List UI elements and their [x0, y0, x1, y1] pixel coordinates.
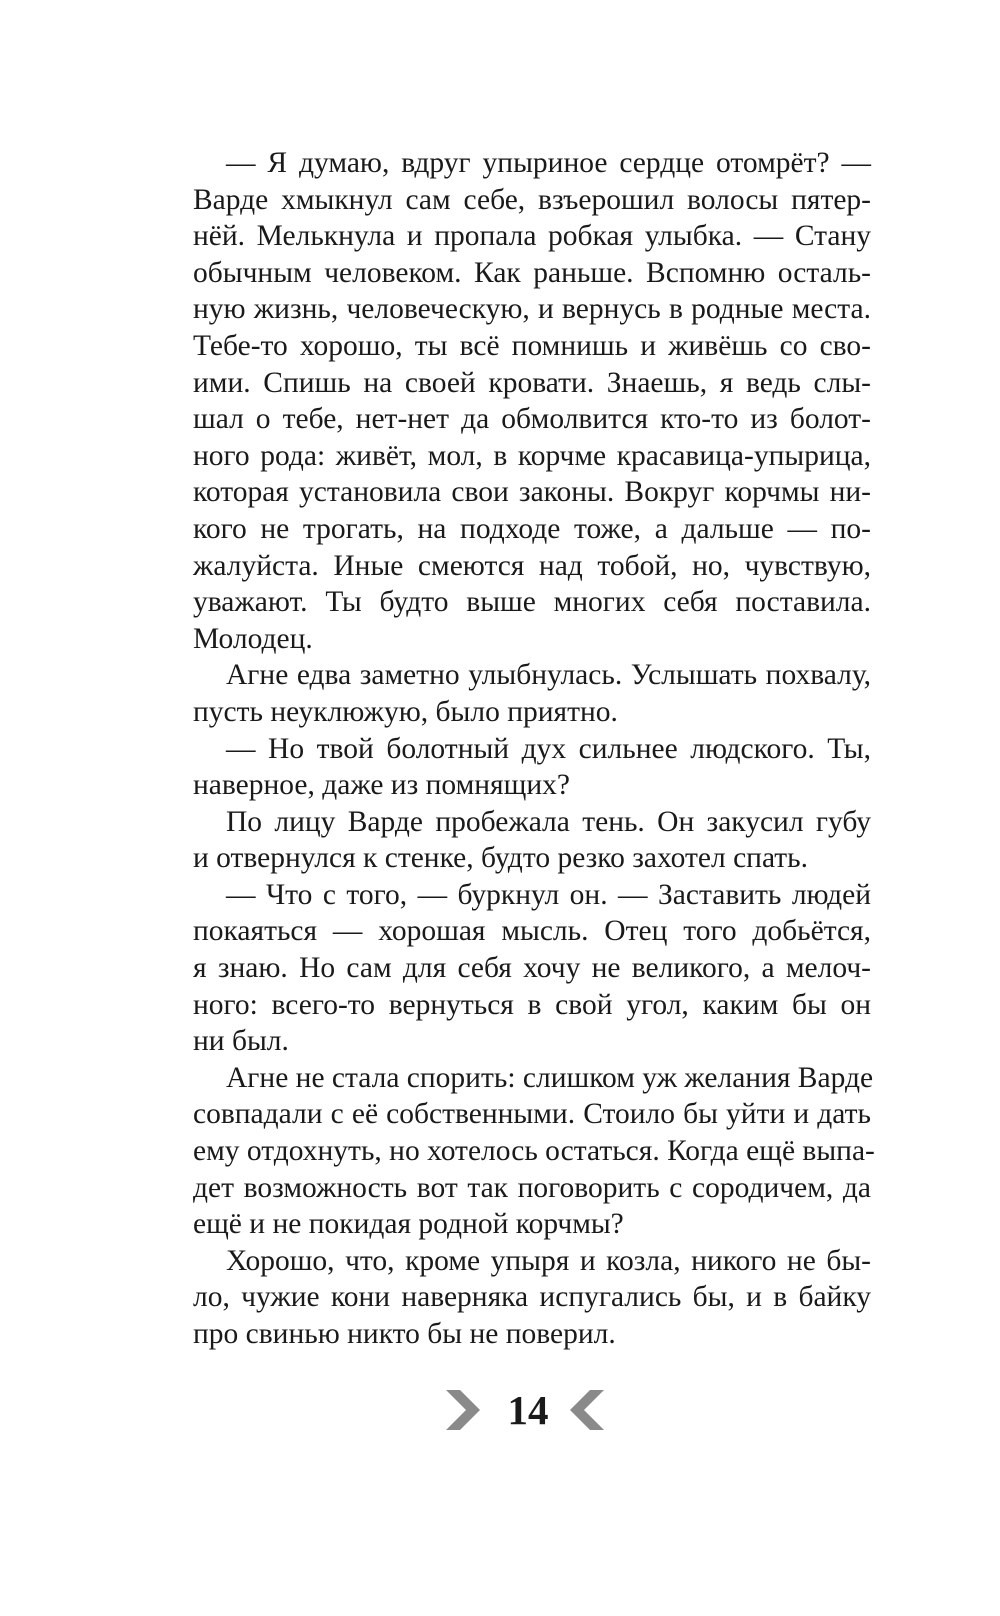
text-line: ими. Спишь на своей кровати. Знаешь, я ведь слы-: [193, 366, 871, 399]
page-number: 14: [507, 1387, 549, 1433]
text-line: Агне едва заметно улыбнулась. Услышать похвалу,: [226, 659, 871, 692]
text-line: нёй. Мелькнула и пропала робкая улыбка. — Стану: [193, 220, 871, 253]
body-text: [193, 145, 875, 1353]
text-line: уважают. Ты будто выше многих себя поставила.: [193, 586, 871, 619]
page-footer: [0, 1382, 1000, 1438]
text-line: пусть неуклюжую, было приятно.: [193, 695, 618, 728]
text-line: про свинью никто бы не поверил.: [193, 1318, 616, 1350]
text-line: — Я думаю, вдруг упыриное сердце отомрёт? —: [226, 147, 871, 179]
text-line: ную жизнь, человеческую, и вернусь в родные места.: [193, 293, 871, 326]
text-line: ного: всего-то вернуться в свой угол, каким бы он: [193, 988, 871, 1021]
text-line: шал о тебе, нет-нет да обмолвится кто-то из болот-: [193, 403, 871, 436]
text-line: дет возможность вот так поговорить с сородичем, да: [193, 1171, 871, 1204]
text-line: я знаю. Но сам для себя хочу не великого, а мелоч-: [193, 952, 871, 985]
text-line: Хорошо, что, кроме упыря и козла, никого не бы-: [226, 1244, 871, 1277]
text-line: ещё и не покидая родной корчмы?: [193, 1208, 624, 1241]
text-line: — Что с того, — буркнул он. — Заставить людей: [226, 878, 871, 911]
text-line: Варде хмыкнул сам себе, взъерошил волосы пятер-: [193, 183, 871, 216]
text-line: ни был.: [193, 1025, 289, 1058]
chevron-right-icon: [446, 1390, 482, 1435]
text-line: Агне не стала спорить: слишком уж желания Варде: [226, 1061, 874, 1094]
text-line: покаяться — хорошая мысль. Отец того добьётся,: [193, 915, 871, 948]
chevron-left-icon: [568, 1390, 604, 1435]
text-line: ло, чужие кони наверняка испугались бы, и в байку: [193, 1281, 871, 1314]
text-line: По лицу Варде пробежала тень. Он закусил губу: [226, 805, 871, 838]
text-line: ему отдохнуть, но хотелось остаться. Когда ещё выпа-: [193, 1135, 875, 1168]
text-line: кого не трогать, на подходе тоже, а дальше — по-: [193, 512, 871, 545]
text-line: и отвернулся к стенке, будто резко захотел спать.: [193, 842, 809, 875]
text-line: обычным человеком. Как раньше. Вспомню осталь-: [193, 256, 871, 289]
text-line: наверное, даже из помнящих?: [193, 769, 570, 802]
text-line: жалуйста. Иные смеются над тобой, но, чувствую,: [193, 549, 871, 582]
text-line: ного рода: живёт, мол, в корчме красавица-упырица,: [193, 439, 871, 472]
text-line: — Но твой болотный дух сильнее людского. Ты,: [226, 732, 871, 765]
text-line: Молодец.: [193, 622, 313, 655]
text-line: которая установила свои законы. Вокруг корчмы ни-: [193, 476, 871, 509]
text-line: совпадали с её собственными. Стоило бы уйти и дать: [193, 1098, 871, 1131]
text-line: Тебе-то хорошо, ты всё помнишь и живёшь со сво-: [193, 329, 871, 362]
